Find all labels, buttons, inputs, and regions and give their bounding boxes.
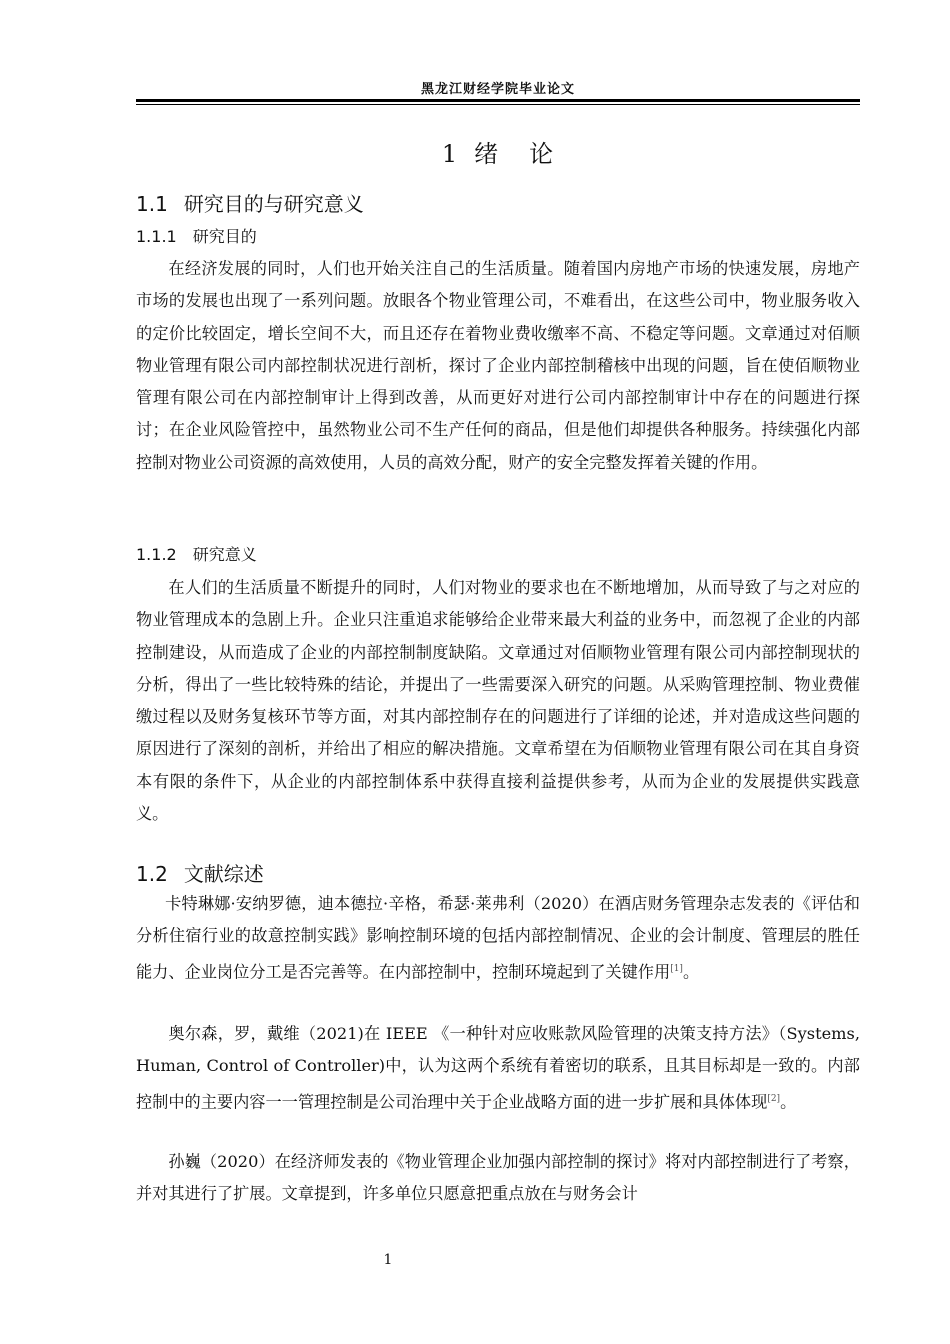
section-title: 文献综述 [183,862,264,886]
section-number: 1.1 [136,192,168,216]
chapter-title-part1: 绪 [474,140,500,168]
paragraph-research-purpose: 在经济发展的同时，人们也开始关注自己的生活质量。随着国内房地产市场的快速发展，房地产市场的发展也出现了一系列问题。放眼各个物业管理公司，不难看出，在这些公司中，物业服务收入的定价比较固定，增长空间不大，而且还存在着物业费收缴率不高、不稳定等问题。文章通过对佰顺物业管理有限公司内部控制状况进行剖析，探讨了企业内部控制稽核中出现的问题，旨在使佰顺物业管理有限公司在内部控制审计上得到改善，从而更好对进行公司内部控制审计中存在的问题进行探讨；在企业风险管控中，虽然物业公司不生产任何的商品，但是他们却提供各种服务。持续强化内部控制对物业公司资源的高效使用，人员的高效分配，财产的安全完整发挥着关键的作用。 [136,259,860,472]
header-rule-thick [136,99,860,102]
header-rule-thin [136,104,860,105]
subsection-number: 1.1.2 [136,545,177,564]
citation-ref: [2] [767,1093,781,1104]
section-heading-1-2 [136,858,264,887]
running-header: 黑龙江财经学院毕业论文 [420,82,575,97]
paragraph-text: 卡特琳娜·安纳罗德，迪本德拉·辛格，希瑟·莱弗利（2020）在酒店财务管理杂志发表的《评估和分析住宿行业的故意控制实践》影响控制环境的包括内部控制情况、企业的会计制度、管理层的胜任能力、企业岗位分工是否完善等。在内部控制中，控制环境起到了关键作用 [136,894,860,981]
paragraph-literature-1 [136,888,860,988]
section-number: 1.2 [136,862,168,886]
subsection-title: 研究目的 [192,227,257,246]
chapter-title-part2: 论 [529,140,555,168]
paragraph-end: 。 [682,961,700,981]
page-number: 1 [383,1252,393,1268]
citation-ref: [1] [670,963,683,974]
paragraph-literature-2 [136,1018,860,1118]
subsection-heading-1-1-2 [136,542,257,565]
section-heading-1-1 [136,188,364,217]
subsection-number: 1.1.1 [136,227,177,246]
subsection-heading-1-1-1 [136,224,257,247]
subsection-title: 研究意义 [192,545,257,564]
paragraph-text: 奥尔森，罗，戴维（2021)在 IEEE 《一种针对应收账款风险管理的决策支持方法》（Systems, Human, Control of Controller)中，认为这两个系统有着密切的联系，且其目标却是一致的。内部控制中的主要内容一一管理控制是公司治理中关于企业战略方面的进一步扩展和具体体现 [136,1024,860,1111]
section-title: 研究目的与研究意义 [183,192,364,216]
paragraph-end: 。 [780,1091,797,1111]
paragraph-literature-3: 孙巍（2020）在经济师发表的《物业管理企业加强内部控制的探讨》将对内部控制进行了考察，并对其进行了扩展。文章提到，许多单位只愿意把重点放在与财务会计 [136,1152,860,1204]
paragraph-research-significance: 在人们的生活质量不断提升的同时，人们对物业的要求也在不断地增加，从而导致了与之对应的物业管理成本的急剧上升。企业只注重追求能够给企业带来最大利益的业务中，而忽视了企业的内部控制建设，从而造成了企业的内部控制制度缺陷。文章通过对佰顺物业管理有限公司内部控制现状的分析，得出了一些比较特殊的结论，并提出了一些需要深入研究的问题。从采购管理控制、物业费催缴过程以及财务复核环节等方面，对其内部控制存在的问题进行了详细的论述，并对造成这些问题的原因进行了深刻的剖析，并给出了相应的解决措施。文章希望在为佰顺物业管理有限公司在其自身资本有限的条件下，从企业的内部控制体系中获得直接利益提供参考，从而为企业的发展提供实践意义。 [136,578,860,824]
chapter-number: 1 [441,140,459,168]
chapter-title [136,134,860,169]
